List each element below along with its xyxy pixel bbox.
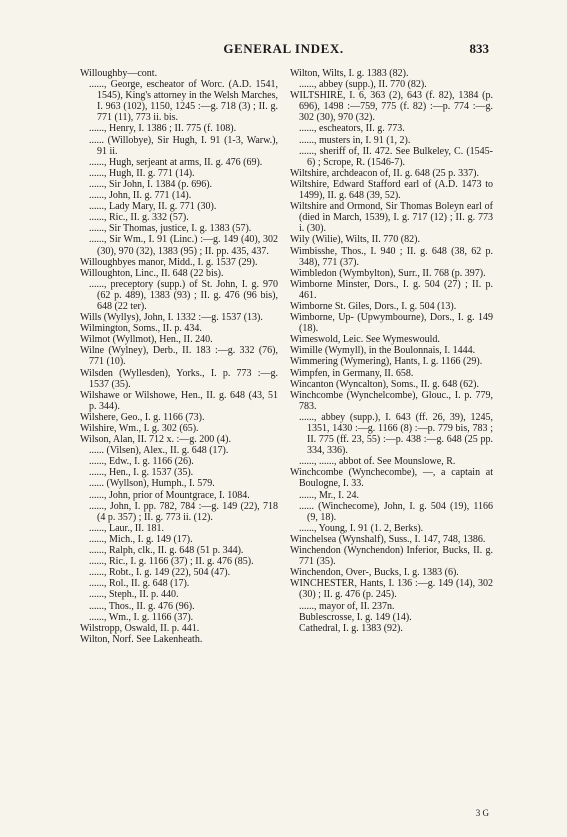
index-entry: ......, preceptory (supp.) of St. John, I. g. 970 (62 p. 489), 1383 (93) ; II. g. 476 (96 bis), 648 (22 ter). bbox=[89, 278, 278, 312]
index-entry: Wiltshire and Ormond, Sir Thomas Boleyn earl of (died in March, 1539), I. g. 717 (12) ; II. g. 773 i. (30). bbox=[290, 201, 493, 235]
index-entry: ......, Laur., II. 181. bbox=[89, 522, 164, 534]
index-entry: Wilshire, Wm., I. g. 302 (65). bbox=[80, 423, 199, 434]
index-entry: ......, musters in, I. 91 (1, 2). bbox=[299, 134, 411, 146]
running-title: GENERAL INDEX. bbox=[223, 41, 344, 56]
index-entry: Cathedral, I. g. 1383 (92). bbox=[299, 622, 403, 634]
index-entry: ......, Ric., I. g. 1166 (37) ; II. g. 476 (85). bbox=[89, 556, 254, 568]
index-entry: Wilton, Wilts, I. g. 1383 (82). bbox=[290, 68, 409, 79]
index-entry: Wilshere, Geo., I. g. 1166 (73). bbox=[80, 411, 205, 423]
index-entry: ......, Thos., II. g. 476 (96). bbox=[89, 600, 195, 612]
index-entry: ......, Ric., II. g. 332 (57). bbox=[89, 212, 189, 224]
index-entry: ......, ......, abbot of. See Mounslowe, R. bbox=[299, 456, 456, 468]
index-entry: Wilsden (Wyllesden), Yorks., I. p. 773 :—g. 1537 (35). bbox=[80, 367, 278, 390]
index-entry: ...... (Vilsen), Alex., II. g. 648 (17). bbox=[89, 445, 229, 457]
index-entry: ......, Sir Wm., I. 91 (Linc.) :—g. 149 (40), 302 (30), 970 (32), 1383 (95) ; II. pp. 435, 437. bbox=[89, 234, 278, 257]
index-entry: ......, Mich., I. g. 149 (17). bbox=[89, 533, 193, 545]
index-entry: Willoughton, Linc., II. 648 (22 bis). bbox=[80, 267, 224, 279]
index-entry: ......, Sir Thomas, justice, I. g. 1383 (57). bbox=[89, 223, 252, 235]
index-entry: ......, Young, I. 91 (1. 2, Berks). bbox=[299, 522, 424, 534]
index-entry: Winchendon, Over-, Bucks, I. g. 1383 (6). bbox=[290, 567, 459, 579]
index-entry: Wimbisshe, Thos., I. 940 ; II. g. 648 (38, 62 p. 348), 771 (37). bbox=[290, 245, 493, 268]
index-entry: ......, abbey (supp.), II. 770 (82). bbox=[299, 79, 427, 91]
index-entry: Bublescrosse, I. g. 149 (14). bbox=[299, 611, 412, 623]
index-entry: Wimborne, Up- (Upwymbourne), Dors., I. g. 149 (18). bbox=[290, 312, 493, 335]
index-column-left bbox=[80, 68, 278, 645]
index-entry: Wincanton (Wyncalton), Soms., II. g. 648 (62). bbox=[290, 378, 479, 390]
index-entry: ......, Rol., II. g. 648 (17). bbox=[89, 578, 190, 590]
index-entry: WILTSHIRE, I. 6, 363 (2), 643 (f. 82), 1384 (p. 696), 1498 :—759, 775 (f. 82) :—p. 774 :—g. 302 (30), 970 (32). bbox=[290, 90, 493, 124]
index-entry: ......, Wm., I. g. 1166 (37). bbox=[89, 611, 194, 623]
index-entry: ...... (Willobye), Sir Hugh, I. 91 (1-3, Warw.), 91 ii. bbox=[89, 134, 278, 157]
page-number: 833 bbox=[469, 41, 489, 56]
index-entry: Wilmington, Soms., II. p. 434. bbox=[80, 323, 202, 335]
index-entry: Willoughbyes manor, Midd., I. g. 1537 (29). bbox=[80, 256, 258, 268]
index-entry: WINCHESTER, Hants, I. 136 :—g. 149 (14), 302 (30) ; II. g. 476 (p. 245). bbox=[290, 578, 493, 601]
signature-mark: 3 G bbox=[475, 808, 489, 818]
index-entry: ......, George, escheator of Worc. (A.D. 1541, 1545), King's attorney in the Welsh Marches, I. 963 (102), 1150, 1245 :—g. 718 (3) ; II. g. 771 (11), 773 ii. bis. bbox=[89, 79, 278, 124]
index-entry: Willoughby—cont. bbox=[80, 68, 158, 79]
index-entry: Wimmering (Wymering), Hants, I. g. 1166 (29). bbox=[290, 356, 483, 368]
index-entry: Wimeswold, Leic. See Wymeswould. bbox=[290, 334, 440, 346]
index-entry: ...... (Wyllson), Humph., I. 579. bbox=[89, 478, 215, 490]
index-entry: Wilson, Alan, II. 712 x. :—g. 200 (4). bbox=[80, 434, 231, 446]
index-entry: ......, mayor of, II. 237n. bbox=[299, 600, 395, 612]
index-entry: ......, escheators, II. g. 773. bbox=[299, 123, 405, 135]
index-entry: ......, Robt., I. g. 149 (22), 504 (47). bbox=[89, 567, 231, 579]
index-entry: Wimbledon (Wymbylton), Surr., II. 768 (p. 397). bbox=[290, 267, 486, 279]
index-entry: ......, Henry, I. 1386 ; II. 775 (f. 108). bbox=[89, 123, 237, 135]
index-entry: Wimille (Wymyll), in the Boulonnais, I. 1444. bbox=[290, 345, 476, 357]
index-entry: Wilne (Wylney), Derb., II. 183 :—g. 332 (76), 771 (10). bbox=[80, 345, 278, 368]
index-entry: ......, Edw., I. g. 1166 (26). bbox=[89, 456, 194, 468]
index-entry: Winchendon (Wynchendon) Inferior, Bucks, II. g. 771 (35). bbox=[290, 545, 493, 568]
page-header bbox=[0, 41, 567, 59]
index-entry: ......, Ralph, clk., II. g. 648 (51 p. 344). bbox=[89, 545, 244, 557]
index-column-right bbox=[290, 68, 493, 634]
index-entry: ......, abbey (supp.), I. 643 (ff. 26, 39), 1245, 1351, 1430 :—g. 1166 (8) :—p. 779 bis, 783 ; II. 775 (ff. 23, 55) :—p. 438 :—g. 648 (25 pp. 334, 336). bbox=[299, 411, 493, 457]
index-entry: ......, Hugh, serjeant at arms, II. g. 476 (69). bbox=[89, 156, 263, 168]
index-entry: Wimpfen, in Germany, II. 658. bbox=[290, 367, 414, 379]
index-entry: ......, Hugh, II. g. 771 (14). bbox=[89, 167, 195, 179]
index-entry: ...... (Winchecome), John, I. g. 504 (19), 1166 (9, 18). bbox=[299, 500, 493, 523]
index-entry: ......, Mr., I. 24. bbox=[299, 489, 359, 501]
index-entry: Wiltshire, Edward Stafford earl of (A.D. 1473 to 1499), II. g. 648 (39, 52). bbox=[290, 178, 493, 202]
index-entry: Winchcombe (Wynchecombe), —, a captain at Boulogne, I. 33. bbox=[290, 467, 493, 490]
index-entry: Winchcombe (Wynchelcombe), Glouc., I. p. 779, 783. bbox=[290, 389, 493, 412]
index-entry: ......, sheriff of, II. 472. See Bulkeley, C. (1545-6) ; Scrope, R. (1546-7). bbox=[299, 145, 493, 168]
index-entry: Wilshawe or Wilshowe, Hen., II. g. 648 (43, 51 p. 344). bbox=[80, 389, 278, 412]
index-entry: Wilstropp, Oswald, II. p. 441. bbox=[80, 622, 200, 634]
index-entry: ......, John, II. g. 771 (14). bbox=[89, 190, 192, 202]
index-entry: Wimborne Minster, Dors., I. g. 504 (27) ; II. p. 461. bbox=[290, 278, 493, 301]
index-entry: ......, John, prior of Mountgrace, I. 1084. bbox=[89, 489, 250, 501]
index-entry: ......, Lady Mary, II. g. 771 (30). bbox=[89, 201, 217, 213]
index-entry: ......, Sir John, I. 1384 (p. 696). bbox=[89, 178, 213, 190]
index-entry: Wimborne St. Giles, Dors., I. g. 504 (13). bbox=[290, 300, 457, 312]
index-entry: Wilton, Norf. See Lakenheath. bbox=[80, 633, 203, 645]
index-entry: Winchelsea (Wynshalf), Suss., I. 147, 748, 1386. bbox=[290, 533, 486, 545]
index-entry: ......, Hen., I. g. 1537 (35). bbox=[89, 467, 194, 479]
index-entry: Wiltshire, archdeacon of, II. g. 648 (25 p. 337). bbox=[290, 167, 479, 179]
index-entry: Wilmot (Wyllmot), Hen., II. 240. bbox=[80, 334, 213, 346]
index-entry: Wills (Wyllys), John, I. 1332 :—g. 1537 (13). bbox=[80, 312, 263, 324]
index-entry: ......, Steph., II. p. 440. bbox=[89, 589, 179, 601]
index-entry: ......, John, I. pp. 782, 784 :—g. 149 (22), 718 (4 p. 357) ; II. g. 773 ii. (12). bbox=[89, 500, 278, 523]
index-entry: Wily (Wilie), Wilts, II. 770 (82). bbox=[290, 234, 420, 246]
